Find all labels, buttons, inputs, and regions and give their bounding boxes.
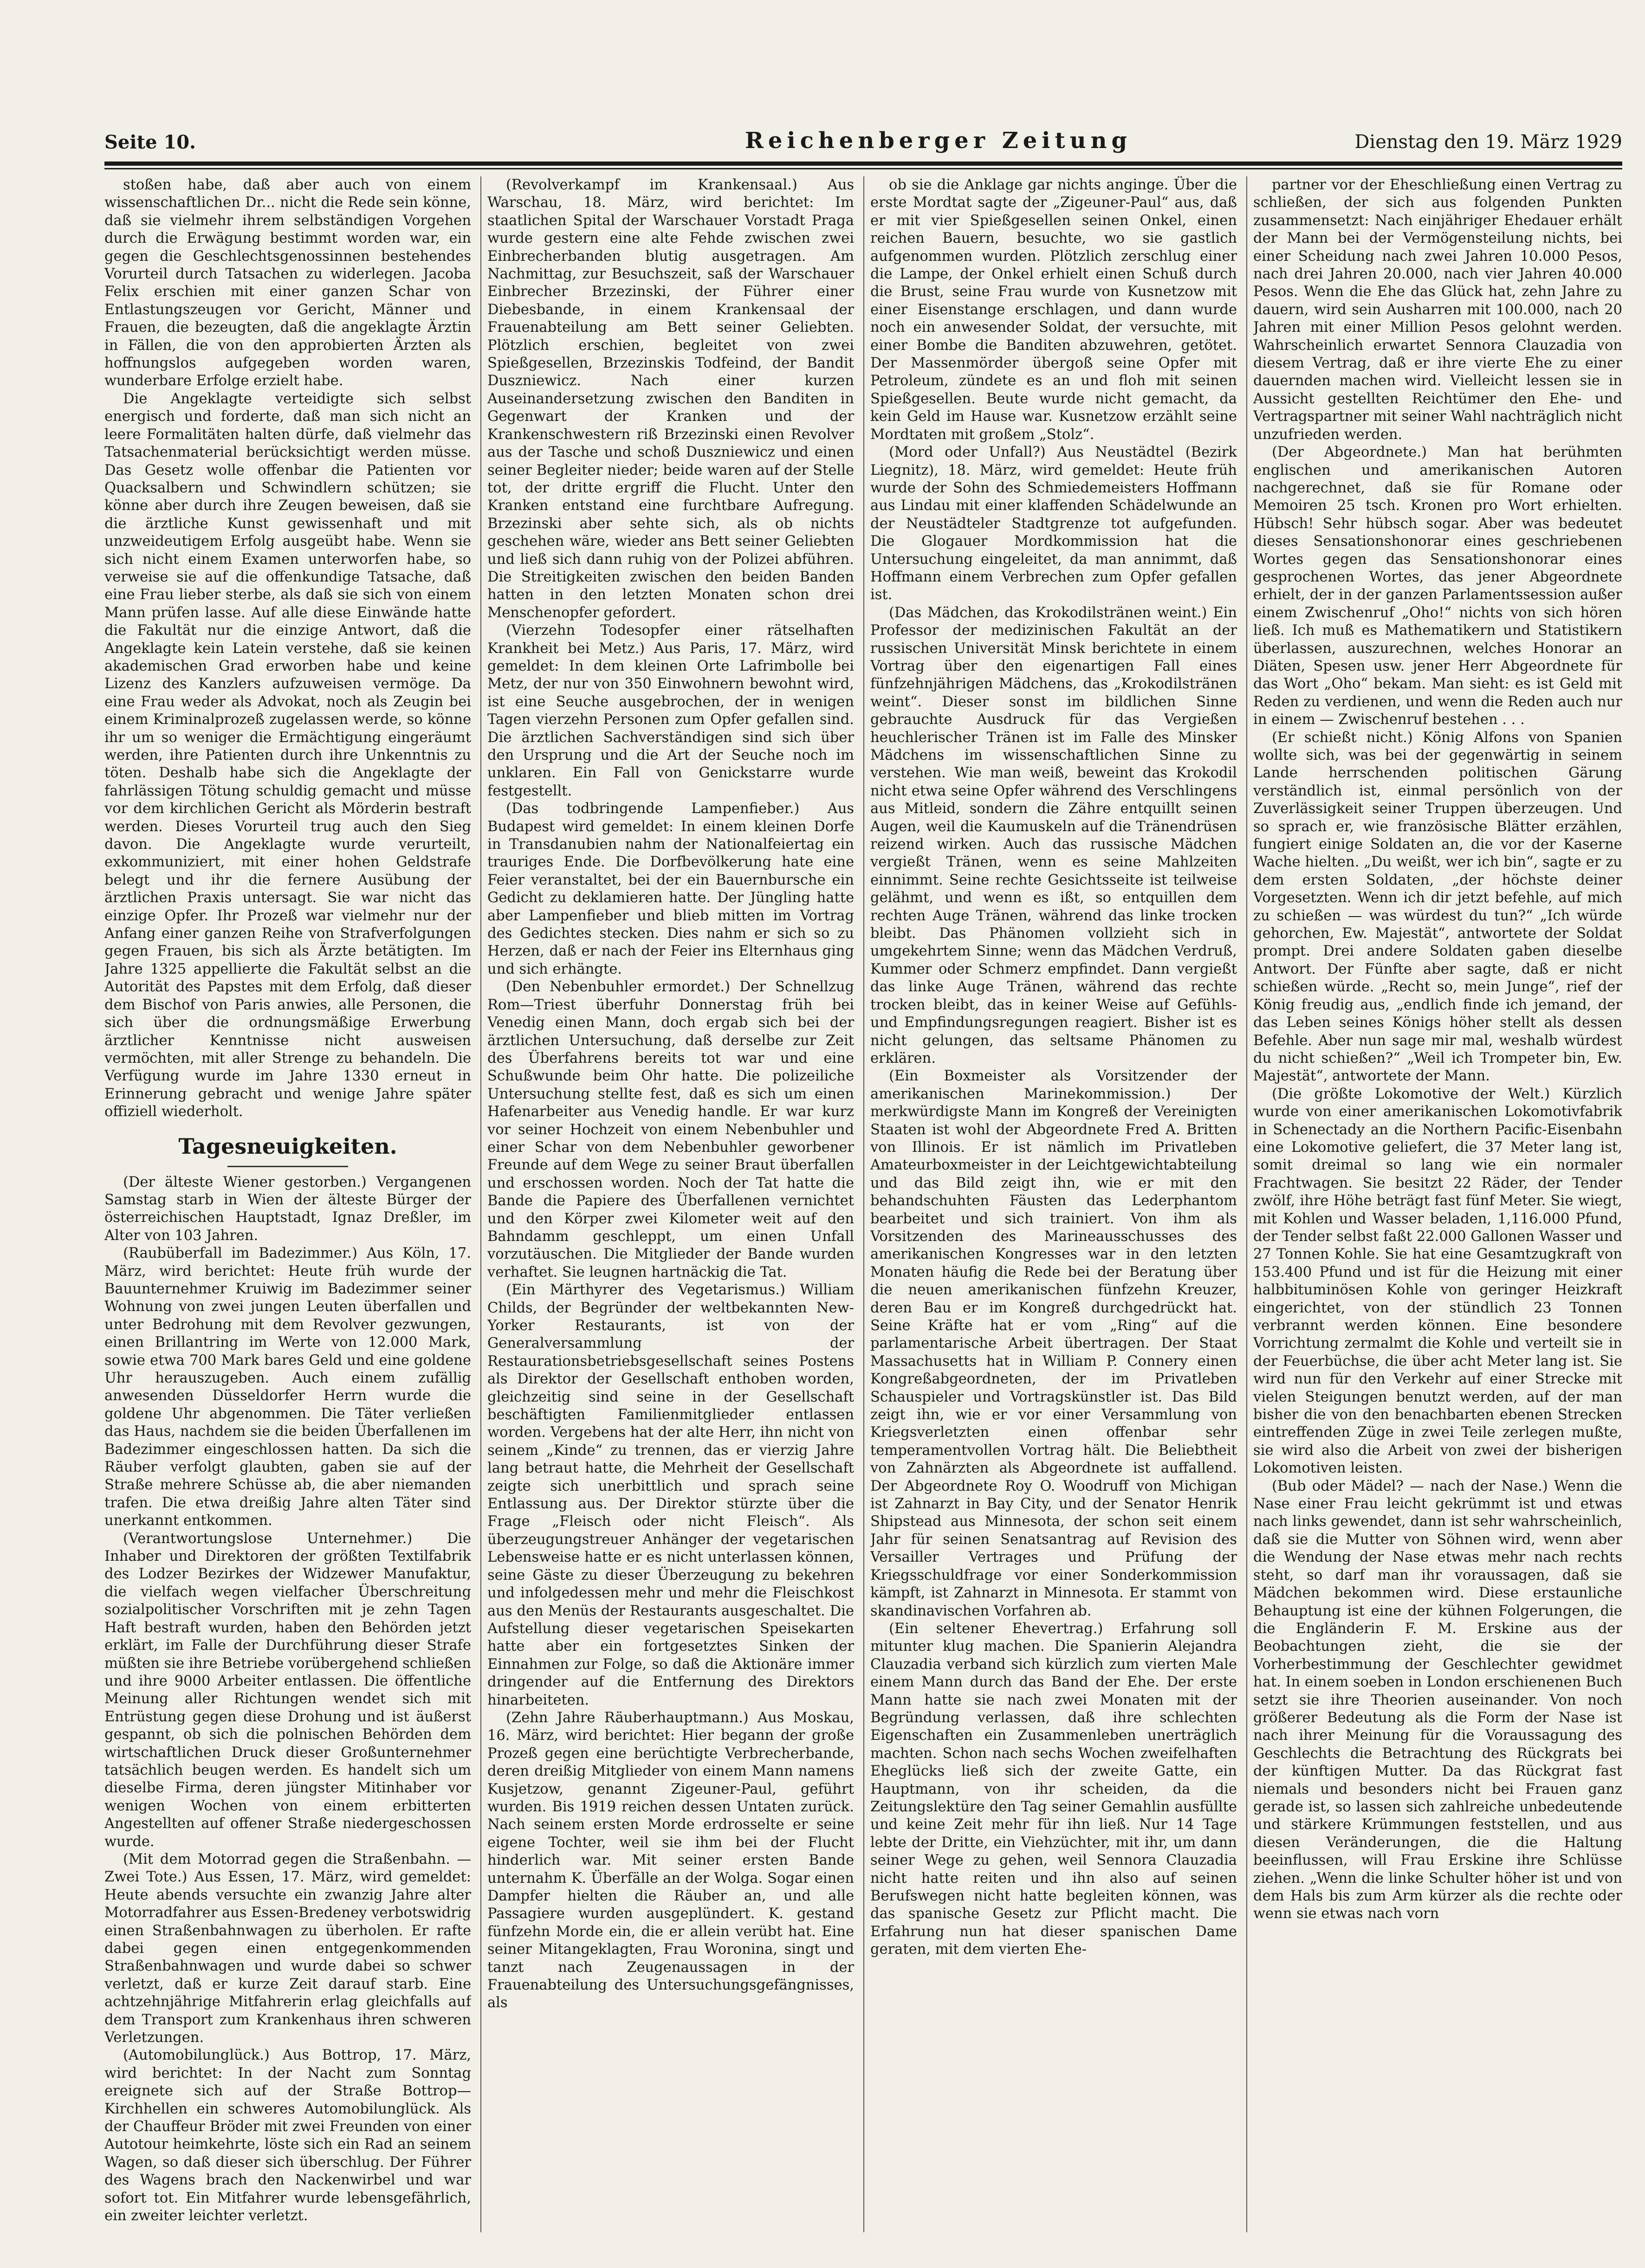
news-item: (Raubüberfall im Badezimmer.) Aus Köln, 17. März, wird berichtet: Heute früh wurde der Bauunternehmer Kruiwig im Badezimmer seiner Wohnung von zwei jungen Leuten überfallen und unter Bedrohung mit dem Revolver gezwungen, einen Brillantring im Werte von 12.000 Mark, sowie etwa 700 Mark bares Geld und eine goldene Uhr herauszugeben. Auch einem zufällig anwesenden Düsseldorfer Herrn wurde die goldene Uhr abgenommen. Die Täter verließen das Haus, nachdem sie die beiden Überfallenen im Badezimmer eingeschlossen hatten. Da sich die Räuber verfolgt glaubten, gaben sie auf der Straße mehrere Schüsse ab, die aber niemanden trafen. Die etwa dreißig Jahre alten Täter sind unerkannt entkommen. — [104, 1245, 471, 1529]
column-divider — [1246, 176, 1247, 2232]
news-item: (Das Mädchen, das Krokodilstränen weint.) Ein Professor der medizinischen Fakultät an der russischen Universität Minsk berichtete in einem Vortrag über den eigenartigen Fall eines fünfzehnjährigen Mädchens, das „Krokodilstränen weint“. Dieser sonst im bildlichen Sinne gebrauchte Ausdruck für das Vergießen heuchlerischer Tränen ist im Falle des Minsker Mädchens im wissenschaftlichen Sinne zu verstehen. Wie man weiß, beweint das Krokodil nicht etwa seine Opfer während des Verschlingens aus Mitleid, sondern die Zähre entquillt seinen Augen, weil die Kaumuskeln auf die Tränendrüsen reizend wirken. Auch das russische Mädchen vergießt Tränen, wenn es seine Mahlzeiten einnimmt. Seine rechte Gesichtsseite ist teilweise gelähmt, und wenn es ißt, so entquillen dem rechten Auge Tränen, während das linke trocken bleibt. Das Phänomen vollzieht sich in umgekehrtem Sinne; wenn das Mädchen Verdruß, Kummer oder Schmerz empfindet. Dann vergießt das linke Auge Tränen, während das rechte trocken bleibt, das in keiner Weise auf Gefühls- und Empfindungsregungen reagiert. Bisher ist es nicht gelungen, das seltsame Phänomen zu erklären. — [870, 604, 1237, 1066]
news-item: (Der Abgeordnete.) Man hat berühmten englischen und amerikanischen Autoren nachgerechnet, daß sie für Romane oder Memoiren 25 tsch. Kronen pro Wort erhielten. Hübsch! Sehr hübsch sogar. Aber was bedeutet dieses Sensationshonorar eines geschriebenen Wortes gegen das Sensationshonorar eines gesprochenen Wortes, das jener Abgeordnete erhielt, der in der ganzen Parlamentssession außer einem Zwischenruf „Oho!“ nichts von sich hören ließ. Ich muß es Mathematikern und Statistikern überlassen, auszurechnen, welches Honorar an Diäten, Spesen usw. jener Herr Abgeordnete für das Wort „Oho“ bekam. Man sieht: es ist Geld mit Reden zu verdienen, und wenn die Reden auch nur in einem — Zwischenruf bestehen . . . — [1253, 444, 1622, 728]
news-item: (Den Nebenbuhler ermordet.) Der Schnellzug Rom—Triest überfuhr Donnerstag früh bei Venedig einen Mann, doch ergab sich bei der ärztlichen Untersuchung, daß derselbe zur Zeit des Überfahrens bereits tot war und eine Schußwunde beim Ohr hatte. Die polizeiliche Untersuchung stellte fest, daß es sich um einen Hafenarbeiter aus Venedig handle. Er war kurz vor seiner Hochzeit von einem Nebenbuhler und einer Schar von dem Nebenbuhler geworbener Freunde auf dem Wege zu seiner Braut überfallen und erschossen worden. Noch der Tat hatte die Bande die Papiere des Überfallenen vernichtet und den Körper zwei Kilometer weit auf den Bahndamm geschleppt, um einen Unfall vorzutäuschen. Die Mitglieder der Bande wurden verhaftet. Sie leugnen hartnäckig die Tat. — [487, 979, 854, 1280]
news-item: (Verantwortungslose Unternehmer.) Die Inhaber und Direktoren der größten Textilfabrik des Lodzer Bezirkes der Widzewer Manufaktur, die vielfach wegen vielfacher Überschreitung sozialpolitischer Vorschriften mit je zehn Tagen Haft bestraft wurden, haben den Behörden jetzt erklärt, im Falle der Durchführung dieser Strafe müßten sie ihre Betriebe vorübergehend schließen und ihre 9000 Arbeiter entlassen. Die öffentliche Meinung aller Richtungen wendet sich mit Entrüstung gegen diese Drohung und ist äußerst gespannt, ob sich die polnischen Behörden dem wirtschaftlichen Druck dieser Großunternehmer tatsächlich beugen werden. Es handelt sich um dieselbe Firma, deren jüngster Mitinhaber vor wenigen Wochen von einem erbitterten Angestellten auf offener Straße niedergeschossen wurde. — [104, 1530, 471, 1850]
column-divider — [480, 176, 481, 2232]
section-heading: Tagesneuigkeiten. — [178, 1133, 397, 1159]
news-item: (Automobilunglück.) Aus Bottrop, 17. März, wird berichtet: In der Nacht zum Sonntag ereignete sich auf der Straße Bottrop—Kirchhellen ein schweres Automobilunglück. Als der Chauffeur Bröder mit zwei Freunden von einer Autotour heimkehrte, löste sich ein Rad an seinem Wagen, so daß dieser sich überschlug. Der Führer des Wagens brach den Nackenwirbel und war sofort tot. Ein Mitfahrer wurde lebensgefährlich, ein zweiter leichter verletzt. — [104, 2047, 471, 2224]
article-paragraph: Die Angeklagte verteidigte sich selbst energisch und forderte, daß man sich nicht an leere Formalitäten halten dürfe, daß vielmehr das Tatsachenmaterial berücksichtigt werden müsse. Das Gesetz wolle offenbar die Patienten vor Quacksalbern und Schwindlern schützen; sie könne aber durch ihre Zeugen beweisen, daß sie die ärztliche Kunst gewissenhaft und mit unzweideutigem Erfolg ausgeübt habe. Wenn sie sich nicht einem Examen unterworfen habe, so verweise sie auf die offenkundige Tatsache, daß eine Frau lieber sterbe, als daß sie sich von einem Mann prüfen lasse. Auf alle diese Einwände hatte die Fakultät nur die einzige Antwort, daß die Angeklagte kein Latein verstehe, daß sie keinen akademischen Grad erworben habe und keine Lizenz des Kanzlers aufzuweisen vermöge. Da eine Frau weder als Advokat, noch als Zeugin bei einem Kriminalprozeß zugelassen werde, so könne ihr um so weniger die Ermächtigung eingeräumt werden, ihre Patienten durch ihre Unkenntnis zu töten. Deshalb habe sich die Angeklagte der fahrlässigen Tötung schuldig gemacht und müsse vor dem kirchlichen Gericht als Mörderin bestraft werden. Dieses Vorurteil trug auch den Sieg davon. Die Angeklagte wurde verurteilt, exkommuniziert, mit einer hohen Geldstrafe belegt und ihr die fernere Ausübung der ärztlichen Praxis untersagt. Sie war nicht das einzige Opfer. Ihr Prozeß war vielmehr nur der Anfang einer ganzen Reihe von Strafverfolgungen gegen Frauen, bis sich als Ärzte betätigten. Im Jahre 1325 appellierte die Fakultät selbst an die Autorität des Papstes mit dem Erfolg, daß dieser dem Bischof von Paris anwies, alle Personen, die sich über die ordnungsmäßige Erwerbung ärztlicher Kenntnisse nicht ausweisen vermöchten, mit aller Strenge zu behandeln. Die Verfügung wurde im Jahre 1330 erneut in Erinnerung gebracht und wenige Jahre später offiziell wiederholt. — [104, 390, 471, 1120]
news-item: partner vor der Eheschließung einen Vertrag zu schließen, der sich aus folgenden Punkten zusammensetzt: Nach einjähriger Ehedauer erhält der Mann bei der Vermögensteilung nichts, bei einer Scheidung nach zwei Jahren 10.000 Pesos, nach drei Jahren 20.000, nach vier Jahren 40.000 Pesos. Wenn die Ehe das Glück hat, zehn Jahre zu dauern, wird sein Ausharren mit 100.000, nach 20 Jahren mit einer Million Pesos gelohnt werden. Wahrscheinlich erwartet Sennora Clauzadia von diesem Vertrag, daß er ihre vierte Ehe zu einer dauernden machen wird. Vielleicht lessen sie in Aussicht gestellten Reichtümer den Ehe- und Vertragspartner mit seiner Wahl nachträglich nicht unzufrieden werden. — [1253, 177, 1622, 443]
section-rule — [227, 1166, 348, 1167]
article-paragraph: stoßen habe, daß aber auch von einem wissenschaftlichen Dr... nicht die Rede sein könne, daß sie vielmehr ihrem selbständigen Vorgehen durch die Erwägung bestimmt worden war, ein gegen die Geschlechtsgenossinnen bestehendes Vorurteil durch Tatsachen zu widerlegen. Jacoba Felix erschien mit einer ganzen Schar von Entlastungszeugen vor Gericht, Männer und Frauen, die bezeugten, daß die angeklagte Ärztin in Fällen, die von den approbierten Ärzten als hoffnungslos aufgegeben worden waren, wunderbare Erfolge erzielt habe. — [104, 177, 471, 389]
news-item: (Revolverkampf im Krankensaal.) Aus Warschau, 18. März, wird berichtet: Im staatlichen Spital der Warschauer Vorstadt Praga wurde gestern eine alte Fehde zwischen zwei Einbrecherbanden blutig ausgetragen. Am Nachmittag, zur Besuchszeit, saß der Warschauer Einbrecher Brzezinski, der Führer einer Diebesbande, in einem Krankensaal der Frauenabteilung am Bett seiner Geliebten. Plötzlich erschien, begleitet von zwei Spießgesellen, Brzezinskis Todfeind, der Bandit Duszniewicz. Nach einer kurzen Auseinandersetzung zwischen den Banditen in Gegenwart der Kranken und der Krankenschwestern riß Brzezinski einen Revolver aus der Tasche und schoß Duszniewicz und einen seiner Begleiter nieder; beide waren auf der Stelle tot, der dritte ergriff die Flucht. Unter den Kranken entstand eine furchtbare Aufregung. Brzezinski aber sehte sich, als ob nichts geschehen wäre, wieder ans Bett seiner Geliebten und ließ sich dann ruhig von der Polizei abführen. Die Streitigkeiten zwischen den beiden Banden hatten in den letzten Monaten schon drei Menschenopfer gefordert. — [487, 177, 854, 621]
news-item: (Das todbringende Lampenfieber.) Aus Budapest wird gemeldet: In einem kleinen Dorfe in Transdanubien nahm der Nationalfeiertag ein trauriges Ende. Die Dorfbevölkerung hate eine Feier veranstaltet, bei der ein Bauernbursche ein Gedicht zu deklamieren hatte. Der Jüngling hatte aber Lampenfieber und blieb mitten im Vortrag des Gedichtes stecken. Dies nahm er sich so zu Herzen, daß er nach der Feier ins Elternhaus ging und sich erhängte. — [487, 801, 854, 977]
column-divider — [863, 176, 864, 2232]
news-item: (Vierzehn Todesopfer einer rätselhaften Krankheit bei Metz.) Aus Paris, 17. März, wird gemeldet: In dem kleinen Orte Lafrimbolle bei Metz, der nur von 350 Einwohnern bewohnt wird, ist eine Seuche ausgebrochen, der in wenigen Tagen vierzehn Personen zum Opfer gefallen sind. Die ärztlichen Sachverständigen sind sich über den Ursprung und die Art der Seuche noch im unklaren. Ein Fall von Genickstarre wurde festgestellt. — [487, 622, 854, 799]
news-item: (Mord oder Unfall?) Aus Neustädtel (Bezirk Liegnitz), 18. März, wird gemeldet: Heute früh wurde der Sohn des Schmiedemeisters Hoffmann aus Lindau mit einer klaffenden Schädelwunde an der Neustädteler Stadtgrenze tot aufgefunden. Die Glogauer Mordkommission hat die Untersuchung eingeleitet, da man annimmt, daß Hoffmann einem Verbrechen zum Opfer gefallen ist. — [870, 444, 1237, 603]
header-rule-thin — [104, 168, 1622, 169]
news-item: (Ein Märthyrer des Vegetarismus.) William Childs, der Begründer der weltbekannten New-Yorker Restaurants, ist von der Generalversammlung der Restaurationsbetriebsgesellschaft seines Postens als Direktor der Gesellschaft enthoben worden, gleichzeitig sind seine in der Gesellschaft beschäftigten Familienmitglieder entlassen worden. Vergebens hat der alte Herr, ihn nicht von seinem „Kinde“ zu trennen, das er vierzig Jahre lang betraut hatte, die Mehrheit der Gesellschaft zeigte sich unerbittlich und sprach seine Entlassung aus. Der Direktor stürzte über die Frage „Fleisch oder nicht Fleisch“. Als überzeugungstreuer Anhänger der vegetarischen Lebensweise hatte er es nicht unterlassen können, seine Gäste zu dieser Überzeugung zu bekehren und infolgedessen mehr und mehr die Fleischkost aus den Menüs der Restaurants ausgeschaltet. Die Aufstellung dieser vegetarischen Speisekarten hatte aber ein fortgesetztes Sinken der Einnahmen zur Folge, so daß die Aktionäre immer dringender auf die Entfernung des Direktors hinarbeiteten. — [487, 1282, 854, 1708]
column-4 — [1253, 176, 1622, 2237]
news-item: (Der älteste Wiener gestorben.) Vergangenen Samstag starb in Wien der älteste Bürger der österreichischen Hauptstadt, Ignaz Dreßler, im Alter von 103 Jahren. — [104, 1174, 471, 1244]
header-rule — [104, 162, 1622, 166]
page-number: Seite 10. — [104, 131, 196, 153]
page-header — [104, 128, 1622, 160]
news-item: (Mit dem Motorrad gegen die Straßenbahn. — Zwei Tote.) Aus Essen, 17. März, wird gemeldet: Heute abends versuchte ein zwanzig Jahre alter Motorradfahrer aus Essen-Bredeney verbotswidrig einen Straßenbahnwagen zu überholen. Er rafte dabei gegen einen entgegenkommenden Straßenbahnwagen und wurde dabei so schwer verletzt, daß er kurze Zeit darauf starb. Eine achtzehnjährige Mitfahrerin erlag gleichfalls auf dem Transport zum Krankenhaus ihren schweren Verletzungen. — [104, 1851, 471, 2046]
issue-date: Dienstag den 19. März 1929 — [1354, 131, 1622, 153]
column-2 — [487, 176, 854, 2237]
news-item: (Ein seltener Ehevertrag.) Erfahrung soll mitunter klug machen. Die Spanierin Alejandra Clauzadia verband sich kürzlich zum vierten Male einem Mann durch das Band der Ehe. Der erste Mann hatte sie nach zwei Monaten mit der Begründung verlassen, daß ihre schlechten Eigenschaften ein Zusammenleben unerträglich machten. Schon nach sechs Wochen zweifelhaften Eheglücks ließ sich der zweite Gatte, ein Hauptmann, von ihr scheiden, da die Zeitungslektüre den Tag seiner Gemahlin ausfüllte und keine Zeit mehr für ihn ließ. Nur 14 Tage lebte der Dritte, ein Viehzüchter, mit ihr, um dann seiner Wege zu gehen, weil Sennora Clauzadia nicht hatte reiten und ihn also auf seinen Berufswegen nicht hatte begleiten können, was das spanische Gesetz zur Pflicht macht. Die Erfahrung nun hat dieser spanischen Dame geraten, mit dem vierten Ehe- — [870, 1620, 1237, 1958]
news-item: (Bub oder Mädel? — nach der Nase.) Wenn die Nase einer Frau leicht gekrümmt ist und etwas nach links gewendet, dann ist sehr wahrscheinlich, daß sie die Mutter von Söhnen wird, wenn aber die Wendung der Nase etwas mehr nach rechts steht, so darf man ihr voraussagen, daß sie Mädchen bekommen wird. Diese erstaunliche Behauptung ist eine der kühnen Folgerungen, die die Engländerin F. M. Erskine aus der Beobachtungen zieht, die sie der Vorherbestimmung der Geschlechter gewidmet hat. In einem soeben in London erschienenen Buch setzt sie ihre Theorien auseinander. Von noch größerer Bedeutung als die Form der Nase ist nach ihrer Meinung für die Voraussagung des Geschlechts die Betrachtung des Rückgrats bei der künftigen Mutter. Da das Rückgrat fast niemals und besonders nicht bei Frauen ganz gerade ist, so lassen sich zahlreiche unbedeutende und stärkere Krümmungen feststellen, und aus diesen Veränderungen, die die Haltung beeinflussen, will Frau Erskine ihre Schlüsse ziehen. „Wenn die linke Schulter höher ist und von dem Hals bis zum Arm kürzer als die rechte oder wenn sie etwas nach vorn — [1253, 1478, 1622, 1922]
news-item: ob sie die Anklage gar nichts anginge. Über die erste Mordtat sagte der „Zigeuner-Paul“ aus, daß er mit vier Spießgesellen seinen Onkel, einen reichen Bauern, besuchte, wo sie gastlich aufgenommen wurden. Plötzlich zerschlug einer die Lampe, der Onkel erhielt einen Schuß durch die Brust, seine Frau wurde von Kusnetzow mit einer Eisenstange erschlagen, und dann wurde noch ein anwesender Soldat, der versuchte, mit einer Bombe die Banditen abzuwehren, getötet. Der Massenmörder übergoß seine Opfer mit Petroleum, zündete es an und floh mit seinen Spießgesellen. Beute wurde nicht gemacht, da kein Geld im Hause war. Kusnetzow erzählt seine Mordtaten mit großem „Stolz“. — [870, 177, 1237, 443]
column-1 — [104, 176, 471, 2237]
news-item: (Zehn Jahre Räuberhauptmann.) Aus Moskau, 16. März, wird berichtet: Hier begann der große Prozeß gegen eine berüchtigte Verbrecherbande, deren dreißig Mitglieder von einem Mann namens Kusjetzow, genannt Zigeuner-Paul, geführt wurden. Bis 1919 reichen dessen Untaten zurück. Nach seinem ersten Morde erdrosselte er seine eigene Tochter, weil sie ihm bei der Flucht hinderlich war. Mit seiner ersten Bande unternahm K. Überfälle an der Wolga. Sogar einen Dampfer hielten die Räuber an, und alle Passagiere wurden ausgeplündert. K. gestand fünfzehn Morde ein, die er allein verübt hat. Eine seiner Mitangeklagten, Frau Woronina, singt und tanzt nach Zeugenaussagen in der Frauenabteilung des Untersuchungsgefängnisses, als — [487, 1709, 854, 2011]
news-item: (Ein Boxmeister als Vorsitzender der amerikanischen Marinekommission.) Der merkwürdigste Mann im Kongreß der Vereinigten Staaten ist wohl der Abgeordnete Fred A. Britten von Illinois. Er ist nämlich im Privatleben Amateurboxmeister in der Leichtgewichtabteilung und das Bild zeigt ihn, wie er mit den behandschuhten Fäusten das Lederphantom bearbeitet und sich trainiert. Von ihm als Vorsitzenden des Marineausschusses des amerikanischen Kongresses war in den letzten Monaten häufig die Rede bei der Beratung über die neuen amerikanischen fünfzehn Kreuzer, deren Bau er im Kongreß durchgedrückt hat. Seine Kräfte hat er vom „Ring“ auf die parlamentarische Arbeit übertragen. Der Staat Massachusetts hat in William P. Connery einen Kongreßabgeordneten, der im Privatleben Schauspieler und Vortragskünstler ist. Das Bild zeigt ihn, wie er vor einer Versammlung von Kriegsverletzten einen offenbar sehr temperamentvollen Vortrag hält. Die Beliebtheit von Zahnärzten als Abgeordnete ist auffallend. Der Abgeordnete Roy O. Woodruff von Michigan ist Zahnarzt in Bay City, und der Senator Henrik Shipstead aus Minnesota, der schon seit einem Jahr für seinen Senatsantrag auf Revision des Versailler Vertrages und Prüfung der Kriegsschuldfrage vor einer Sonderkommission kämpft, ist Zahnarzt in Minnesota. Er stammt von skandinavischen Vorfahren ab. — [870, 1068, 1237, 1619]
news-item: (Die größte Lokomotive der Welt.) Kürzlich wurde von einer amerikanischen Lokomotivfabrik in Schenectady an die Northern Pacific-Eisenbahn eine Lokomotive geliefert, die 37 Meter lang ist, somit dreimal so lang wie ein normaler Frachtwagen. Sie besitzt 22 Räder, der Tender zwölf, ihre Höhe beträgt fast fünf Meter. Sie wiegt, mit Kohlen und Wasser beladen, 1,116.000 Pfund, der Tender selbst faßt 22.000 Gallonen Wasser und 27 Tonnen Kohle. Sie hat eine Gesamtzugkraft von 153.400 Pfund und ist für die Heizung mit einer halbbituminösen Kohle von geringer Heizkraft eingerichtet, von der stündlich 23 Tonnen verbrannt werden können. Eine besondere Vorrichtung zermalmt die Kohle und verteilt sie in der Feuerbüchse, die über acht Meter lang ist. Sie wird nun für den Verkehr auf einer Strecke mit vielen Steigungen benutzt werden, auf der man bisher die von den benachbarten ebenen Strecken eintreffenden Züge in zwei Teile zerlegen mußte, sie wird also die Arbeit von zwei der bisherigen Lokomotiven leisten. — [1253, 1086, 1622, 1477]
column-3 — [870, 176, 1237, 2237]
news-item: (Er schießt nicht.) König Alfons von Spanien wollte sich, was bei der gegenwärtig in seinem Lande herrschenden politischen Gärung verständlich ist, einmal persönlich von der Zuverlässigkeit seiner Truppen überzeugen. Und so sprach er, wie französische Blätter erzählen, fungiert einige Soldaten an, die vor der Kaserne Wache hielten. „Du weißt, wer ich bin“, sagte er zu dem ersten Soldaten, „der höchste deiner Vorgesetzten. Wenn ich dir jetzt befehle, auf mich zu schießen — was würdest du tun?“ „Ich würde gehorchen, Ew. Majestät“, antwortete der Soldat prompt. Drei andere Soldaten gaben dieselbe Antwort. Der Fünfte aber sagte, daß er nicht schießen würde. „Recht so, mein Junge“, rief der König freudig aus, „endlich finde ich jemand, der das Leben seines Königs höher stellt als dessen Befehle. Aber nun sage mir mal, weshalb würdest du nicht schießen?“ „Weil ich Trompeter bin, Ew. Majestät“, antwortete der Mann. — [1253, 729, 1622, 1085]
newspaper-title: Reichenberger Zeitung — [745, 128, 1132, 154]
